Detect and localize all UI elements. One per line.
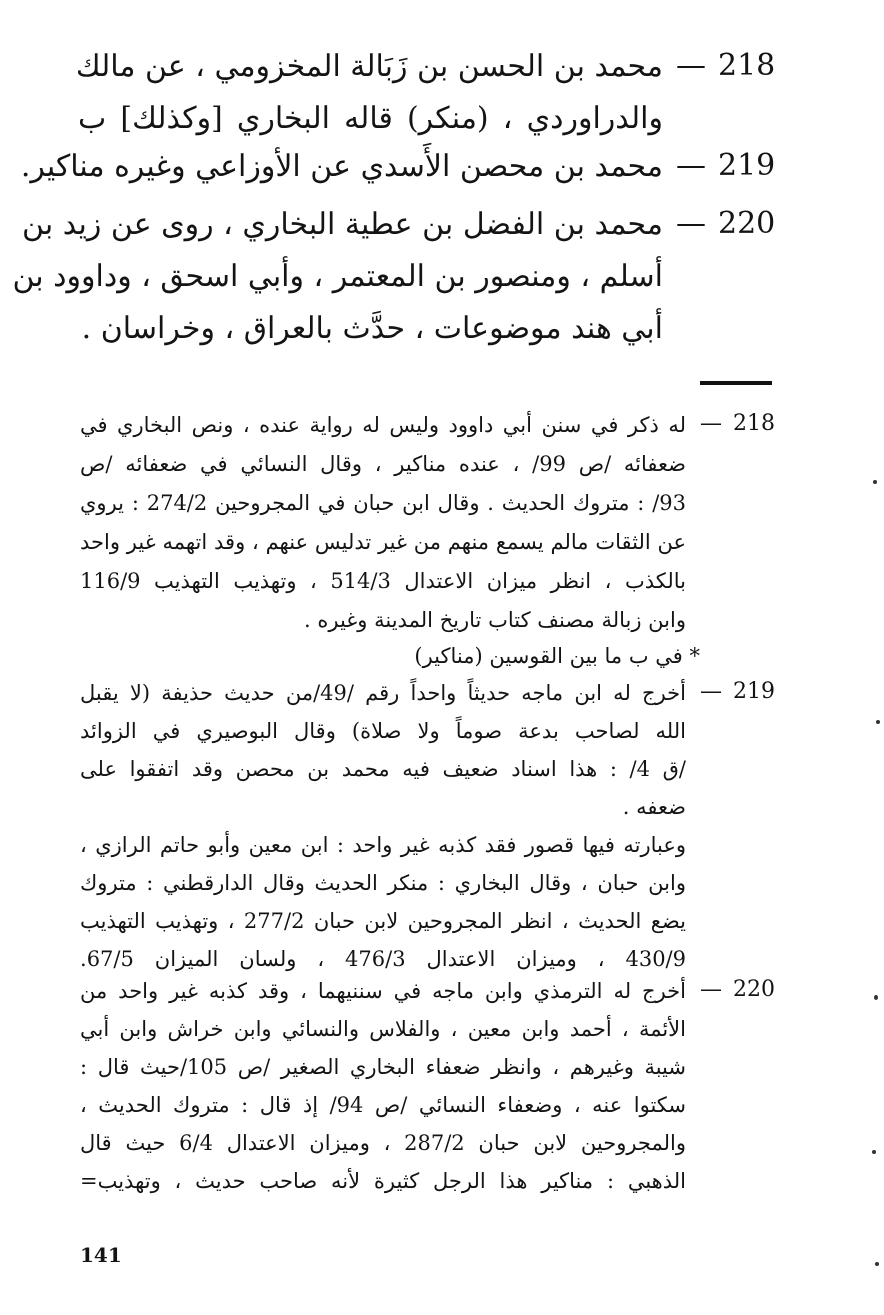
note-line: 93/ : متروك الحديث . وقال ابن حبان في المجروحين 274/2 : يروي — [80, 491, 686, 515]
entry-line: والدراوردي ، (منكر) قاله البخاري [وكذلك] ب — [78, 101, 663, 136]
note-number: 219 — [733, 679, 775, 704]
scan-speck — [876, 720, 880, 724]
note-line: بالكذب ، انظر ميزان الاعتدال 514/3 ، وتهذيب التهذيب 116/9 — [80, 569, 686, 593]
note-line: وعبارته فيها قصور فقد كذبه غير واحد : ابن معين وأبو حاتم الرازي ، — [80, 833, 686, 857]
note-dash: — — [700, 977, 722, 1002]
note-line: شيبة وغيرهم ، وانظر ضعفاء البخاري الصغير /ص 105/حيث قال : — [80, 1055, 686, 1079]
note-line: أخرج له الترمذي وابن ماجه في سننيهما ، وقد كذبه غير واحد من — [80, 979, 686, 1003]
entry-line: أبي هند موضوعات ، حدَّث بالعراق ، وخراسان . — [81, 311, 663, 346]
scan-speck — [872, 1150, 876, 1154]
scan-speck — [873, 480, 877, 484]
scan-speck — [875, 1262, 879, 1266]
page-number: 141 — [80, 1243, 122, 1267]
scan-speck — [874, 995, 878, 1000]
note-number: 220 — [733, 977, 775, 1002]
entry-dash: — — [676, 206, 706, 241]
entry-number: 218 — [718, 48, 776, 83]
note-line: الله لصاحب بدعة صوماً ولا صلاة) وقال البوصيري في الزوائد — [80, 719, 686, 743]
note-line: عن الثقات مالم يسمع منهم من غير تدليس عنهم ، وقد اتهمه غير واحد — [80, 530, 686, 554]
note-line: يضع الحديث ، انظر المجروحين لابن حبان 277/2 ، وتهذيب التهذيب — [80, 909, 686, 933]
asterisk-note: * في ب ما بين القوسين (مناكير) — [414, 644, 700, 668]
entry-line: محمد بن الحسن بن زَبَالة المخزومي ، عن مالك — [75, 49, 663, 84]
note-line: له ذكر في سنن أبي داوود وليس له رواية عنده ، ونص البخاري في — [80, 413, 686, 437]
note-line: والمجروحين لابن حبان 287/2 ، وميزان الاعتدال 6/4 حيث قال — [80, 1131, 687, 1155]
entry-dash: — — [676, 48, 706, 83]
entry-number: 220 — [718, 206, 776, 241]
note-line: أخرج له ابن ماجه حديثاً واحداً رقم /49/من حديث حذيفة (لا يقبل — [80, 681, 686, 705]
note-line: وابن حبان ، وقال البخاري : منكر الحديث وقال الدارقطني : متروك — [80, 871, 686, 895]
note-line: ضعفه . — [622, 795, 686, 819]
note-number: 218 — [733, 411, 775, 436]
note-line: الأئمة ، أحمد وابن معين ، والفلاس والنسائي وابن خراش وابن أبي — [80, 1017, 686, 1041]
note-line: 430/9 ، وميزان الاعتدال 476/3 ، ولسان الميزان 67/5. — [80, 947, 686, 971]
note-dash: — — [700, 679, 722, 704]
note-line: سكتوا عنه ، وضعفاء النسائي /ص 94/ إذ قال : متروك الحديث ، — [80, 1093, 686, 1117]
entry-dash: — — [676, 148, 706, 183]
note-line: ضعفائه /ص 99/ ، عنده مناكير ، وقال النسائي في ضعفائه /ص — [80, 452, 686, 476]
entry-line: محمد بن محصن الأَسدي عن الأوزاعي وغيره مناكير. — [20, 149, 663, 184]
entry-line: أسلم ، ومنصور بن المعتمر ، وأبي اسحق ، وداوود بن — [12, 259, 663, 294]
note-line: /ق 4/ : هذا اسناد ضعيف فيه محمد بن محصن وقد اتفقوا على — [80, 757, 686, 781]
entry-number: 219 — [718, 148, 776, 183]
footnote-separator — [700, 381, 772, 385]
entry-line: محمد بن الفضل بن عطية البخاري ، روى عن زيد بن — [22, 207, 663, 242]
note-line: الذهبي : مناكير هذا الرجل كثيرة لأنه صاحب حديث ، وتهذيب= — [80, 1169, 686, 1193]
note-line: وابن زبالة مصنف كتاب تاريخ المدينة وغيره . — [304, 608, 686, 632]
note-dash: — — [700, 411, 722, 436]
